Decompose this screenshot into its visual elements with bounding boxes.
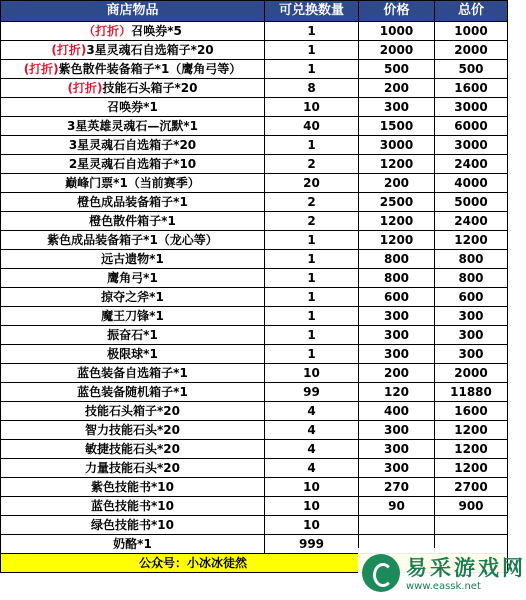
item-total: 300	[435, 326, 508, 345]
item-name: 远古遗物*1	[101, 252, 164, 266]
item-name-cell	[1, 98, 265, 117]
item-total: 300	[435, 307, 508, 326]
item-name-cell	[1, 440, 265, 459]
discount-tag: (打折)	[51, 43, 87, 57]
item-total: 1200	[435, 231, 508, 250]
item-quantity: 1	[265, 250, 359, 269]
item-name: 鹰角弓*1	[107, 271, 158, 285]
item-name: 奶酪*1	[113, 537, 152, 551]
item-quantity: 99	[265, 383, 359, 402]
table-row	[1, 117, 508, 136]
header-price: 价格	[359, 1, 435, 22]
item-total: 1600	[435, 79, 508, 98]
item-price: 90	[359, 497, 435, 516]
item-quantity: 4	[265, 421, 359, 440]
item-name: 橙色成品装备箱子*1	[77, 195, 188, 209]
table-row	[1, 79, 508, 98]
item-total: 6000	[435, 117, 508, 136]
item-total: 3000	[435, 98, 508, 117]
item-name: 紫色散件装备箱子*1（鹰角弓等）	[58, 62, 242, 76]
item-name-cell	[1, 136, 265, 155]
item-name: 魔王刀锋*1	[101, 309, 164, 323]
discount-tag: (打折)	[67, 81, 103, 95]
item-total: 800	[435, 250, 508, 269]
item-name-cell	[1, 155, 265, 174]
item-name-cell	[1, 459, 265, 478]
header-quantity: 可兑换数量	[265, 1, 359, 22]
official-account-label: 公众号：小冰冰徒然	[1, 554, 508, 573]
item-price: 500	[359, 60, 435, 79]
table-row	[1, 250, 508, 269]
table-row	[1, 307, 508, 326]
item-name: 3星英雄灵魂石—沉默*1	[67, 119, 198, 133]
site-logo-icon	[362, 554, 400, 592]
item-name: 蓝色技能书*10	[91, 499, 174, 513]
item-total: 500	[435, 60, 508, 79]
item-quantity: 1	[265, 288, 359, 307]
item-price: 800	[359, 250, 435, 269]
item-total: 11880	[435, 383, 508, 402]
item-total: 4000	[435, 174, 508, 193]
table-row	[1, 98, 508, 117]
item-name: 橙色散件箱子*1	[89, 214, 176, 228]
table-row	[1, 155, 508, 174]
table-row	[1, 345, 508, 364]
item-total: 2000	[435, 41, 508, 60]
item-name-cell	[1, 478, 265, 497]
item-name-cell	[1, 231, 265, 250]
table-row	[1, 440, 508, 459]
item-total: 2700	[435, 478, 508, 497]
watermark-url: www.eassk.net	[406, 581, 481, 592]
item-name: 智力技能石头*20	[85, 423, 180, 437]
item-price: 300	[359, 326, 435, 345]
item-name-cell	[1, 535, 265, 554]
item-name-cell	[1, 174, 265, 193]
item-quantity: 4	[265, 440, 359, 459]
item-quantity: 8	[265, 79, 359, 98]
item-total: 2400	[435, 212, 508, 231]
item-price: 2000	[359, 41, 435, 60]
item-name-cell	[1, 41, 265, 60]
item-quantity: 4	[265, 402, 359, 421]
item-quantity: 10	[265, 98, 359, 117]
header-total: 总价	[435, 1, 508, 22]
item-name-cell	[1, 402, 265, 421]
item-quantity: 2	[265, 193, 359, 212]
item-price: 2500	[359, 193, 435, 212]
table-row	[1, 212, 508, 231]
item-quantity: 40	[265, 117, 359, 136]
item-price: 600	[359, 288, 435, 307]
item-name: 技能石头箱子*20	[85, 404, 180, 418]
item-name: 敏捷技能石头*20	[85, 442, 180, 456]
item-price: 300	[359, 345, 435, 364]
item-name: 蓝色装备自选箱子*1	[77, 366, 188, 380]
item-price: 300	[359, 98, 435, 117]
item-price: 300	[359, 421, 435, 440]
table-row	[1, 174, 508, 193]
item-total: 1200	[435, 440, 508, 459]
table-body	[1, 22, 508, 554]
item-quantity: 10	[265, 497, 359, 516]
table-row	[1, 383, 508, 402]
item-name-cell	[1, 269, 265, 288]
item-name-cell	[1, 22, 265, 41]
item-quantity: 2	[265, 212, 359, 231]
item-quantity: 10	[265, 478, 359, 497]
item-quantity: 2	[265, 155, 359, 174]
item-name-cell	[1, 250, 265, 269]
item-price: 200	[359, 174, 435, 193]
item-name-cell	[1, 117, 265, 136]
item-total: 900	[435, 497, 508, 516]
item-total: 1200	[435, 459, 508, 478]
item-quantity: 10	[265, 364, 359, 383]
item-total: 1000	[435, 22, 508, 41]
item-name-cell	[1, 516, 265, 535]
discount-tag: （打折）	[83, 24, 132, 38]
table-row	[1, 402, 508, 421]
item-name: 召唤券*5	[131, 24, 182, 38]
item-total: 800	[435, 269, 508, 288]
item-price: 120	[359, 383, 435, 402]
item-total	[435, 516, 508, 535]
item-name: 掠夺之斧*1	[101, 290, 164, 304]
item-name: 力量技能石头*20	[85, 461, 180, 475]
item-quantity: 1	[265, 345, 359, 364]
item-price: 400	[359, 402, 435, 421]
table-row	[1, 41, 508, 60]
watermark-title: 易采游戏网	[406, 555, 526, 580]
item-total: 600	[435, 288, 508, 307]
item-name-cell	[1, 79, 265, 98]
item-price: 1500	[359, 117, 435, 136]
item-price: 300	[359, 307, 435, 326]
item-name: 蓝色装备随机箱子*1	[77, 385, 188, 399]
table-row	[1, 231, 508, 250]
item-quantity: 1	[265, 60, 359, 79]
item-quantity: 999	[265, 535, 359, 554]
table-row	[1, 478, 508, 497]
item-total: 1600	[435, 402, 508, 421]
item-quantity: 10	[265, 516, 359, 535]
table-row	[1, 459, 508, 478]
table-row	[1, 136, 508, 155]
item-name-cell	[1, 421, 265, 440]
table-row	[1, 288, 508, 307]
site-watermark	[358, 548, 526, 600]
item-quantity: 20	[265, 174, 359, 193]
table-row	[1, 269, 508, 288]
item-name-cell	[1, 60, 265, 79]
item-name-cell	[1, 364, 265, 383]
item-name: 2星灵魂石自选箱子*10	[68, 157, 197, 171]
item-price: 800	[359, 269, 435, 288]
item-name-cell	[1, 212, 265, 231]
item-quantity: 1	[265, 136, 359, 155]
item-price: 1200	[359, 212, 435, 231]
header-item: 商店物品	[1, 1, 265, 22]
item-price	[359, 516, 435, 535]
item-name-cell	[1, 383, 265, 402]
table-row	[1, 326, 508, 345]
item-price: 200	[359, 79, 435, 98]
item-name: 3星灵魂石自选箱子*20	[86, 43, 214, 57]
item-quantity: 1	[265, 307, 359, 326]
table-row	[1, 497, 508, 516]
item-quantity: 1	[265, 22, 359, 41]
item-price: 300	[359, 440, 435, 459]
item-quantity: 1	[265, 326, 359, 345]
table-row	[1, 421, 508, 440]
item-name-cell	[1, 288, 265, 307]
item-quantity: 4	[265, 459, 359, 478]
item-price: 1200	[359, 155, 435, 174]
item-name: 3星灵魂石自选箱子*20	[68, 138, 197, 152]
item-name-cell	[1, 307, 265, 326]
item-name: 振奋石*1	[107, 328, 158, 342]
item-name: 紫色成品装备箱子*1（龙心等）	[47, 233, 218, 247]
item-quantity: 1	[265, 269, 359, 288]
item-name-cell	[1, 345, 265, 364]
discount-tag: (打折)	[23, 62, 59, 76]
item-total: 2400	[435, 155, 508, 174]
table-header-row	[1, 1, 508, 22]
item-name: 技能石头箱子*20	[102, 81, 198, 95]
item-total: 5000	[435, 193, 508, 212]
item-name: 紫色技能书*10	[91, 480, 174, 494]
item-total: 2000	[435, 364, 508, 383]
item-name: 巅峰门票*1（当前赛季）	[65, 176, 200, 190]
item-total: 3000	[435, 136, 508, 155]
item-name-cell	[1, 326, 265, 345]
table-row	[1, 193, 508, 212]
item-price: 1200	[359, 231, 435, 250]
item-price: 300	[359, 459, 435, 478]
item-total: 300	[435, 345, 508, 364]
item-price: 270	[359, 478, 435, 497]
item-price: 3000	[359, 136, 435, 155]
item-price: 1000	[359, 22, 435, 41]
table-row	[1, 516, 508, 535]
item-name: 绿色技能书*10	[91, 518, 174, 532]
item-quantity: 1	[265, 41, 359, 60]
item-name-cell	[1, 193, 265, 212]
table-row	[1, 22, 508, 41]
table-row	[1, 364, 508, 383]
item-price: 200	[359, 364, 435, 383]
item-quantity: 1	[265, 231, 359, 250]
table-row	[1, 60, 508, 79]
item-total: 1200	[435, 421, 508, 440]
item-name-cell	[1, 497, 265, 516]
item-name: 召唤券*1	[107, 100, 158, 114]
item-name: 极限球*1	[107, 347, 158, 361]
